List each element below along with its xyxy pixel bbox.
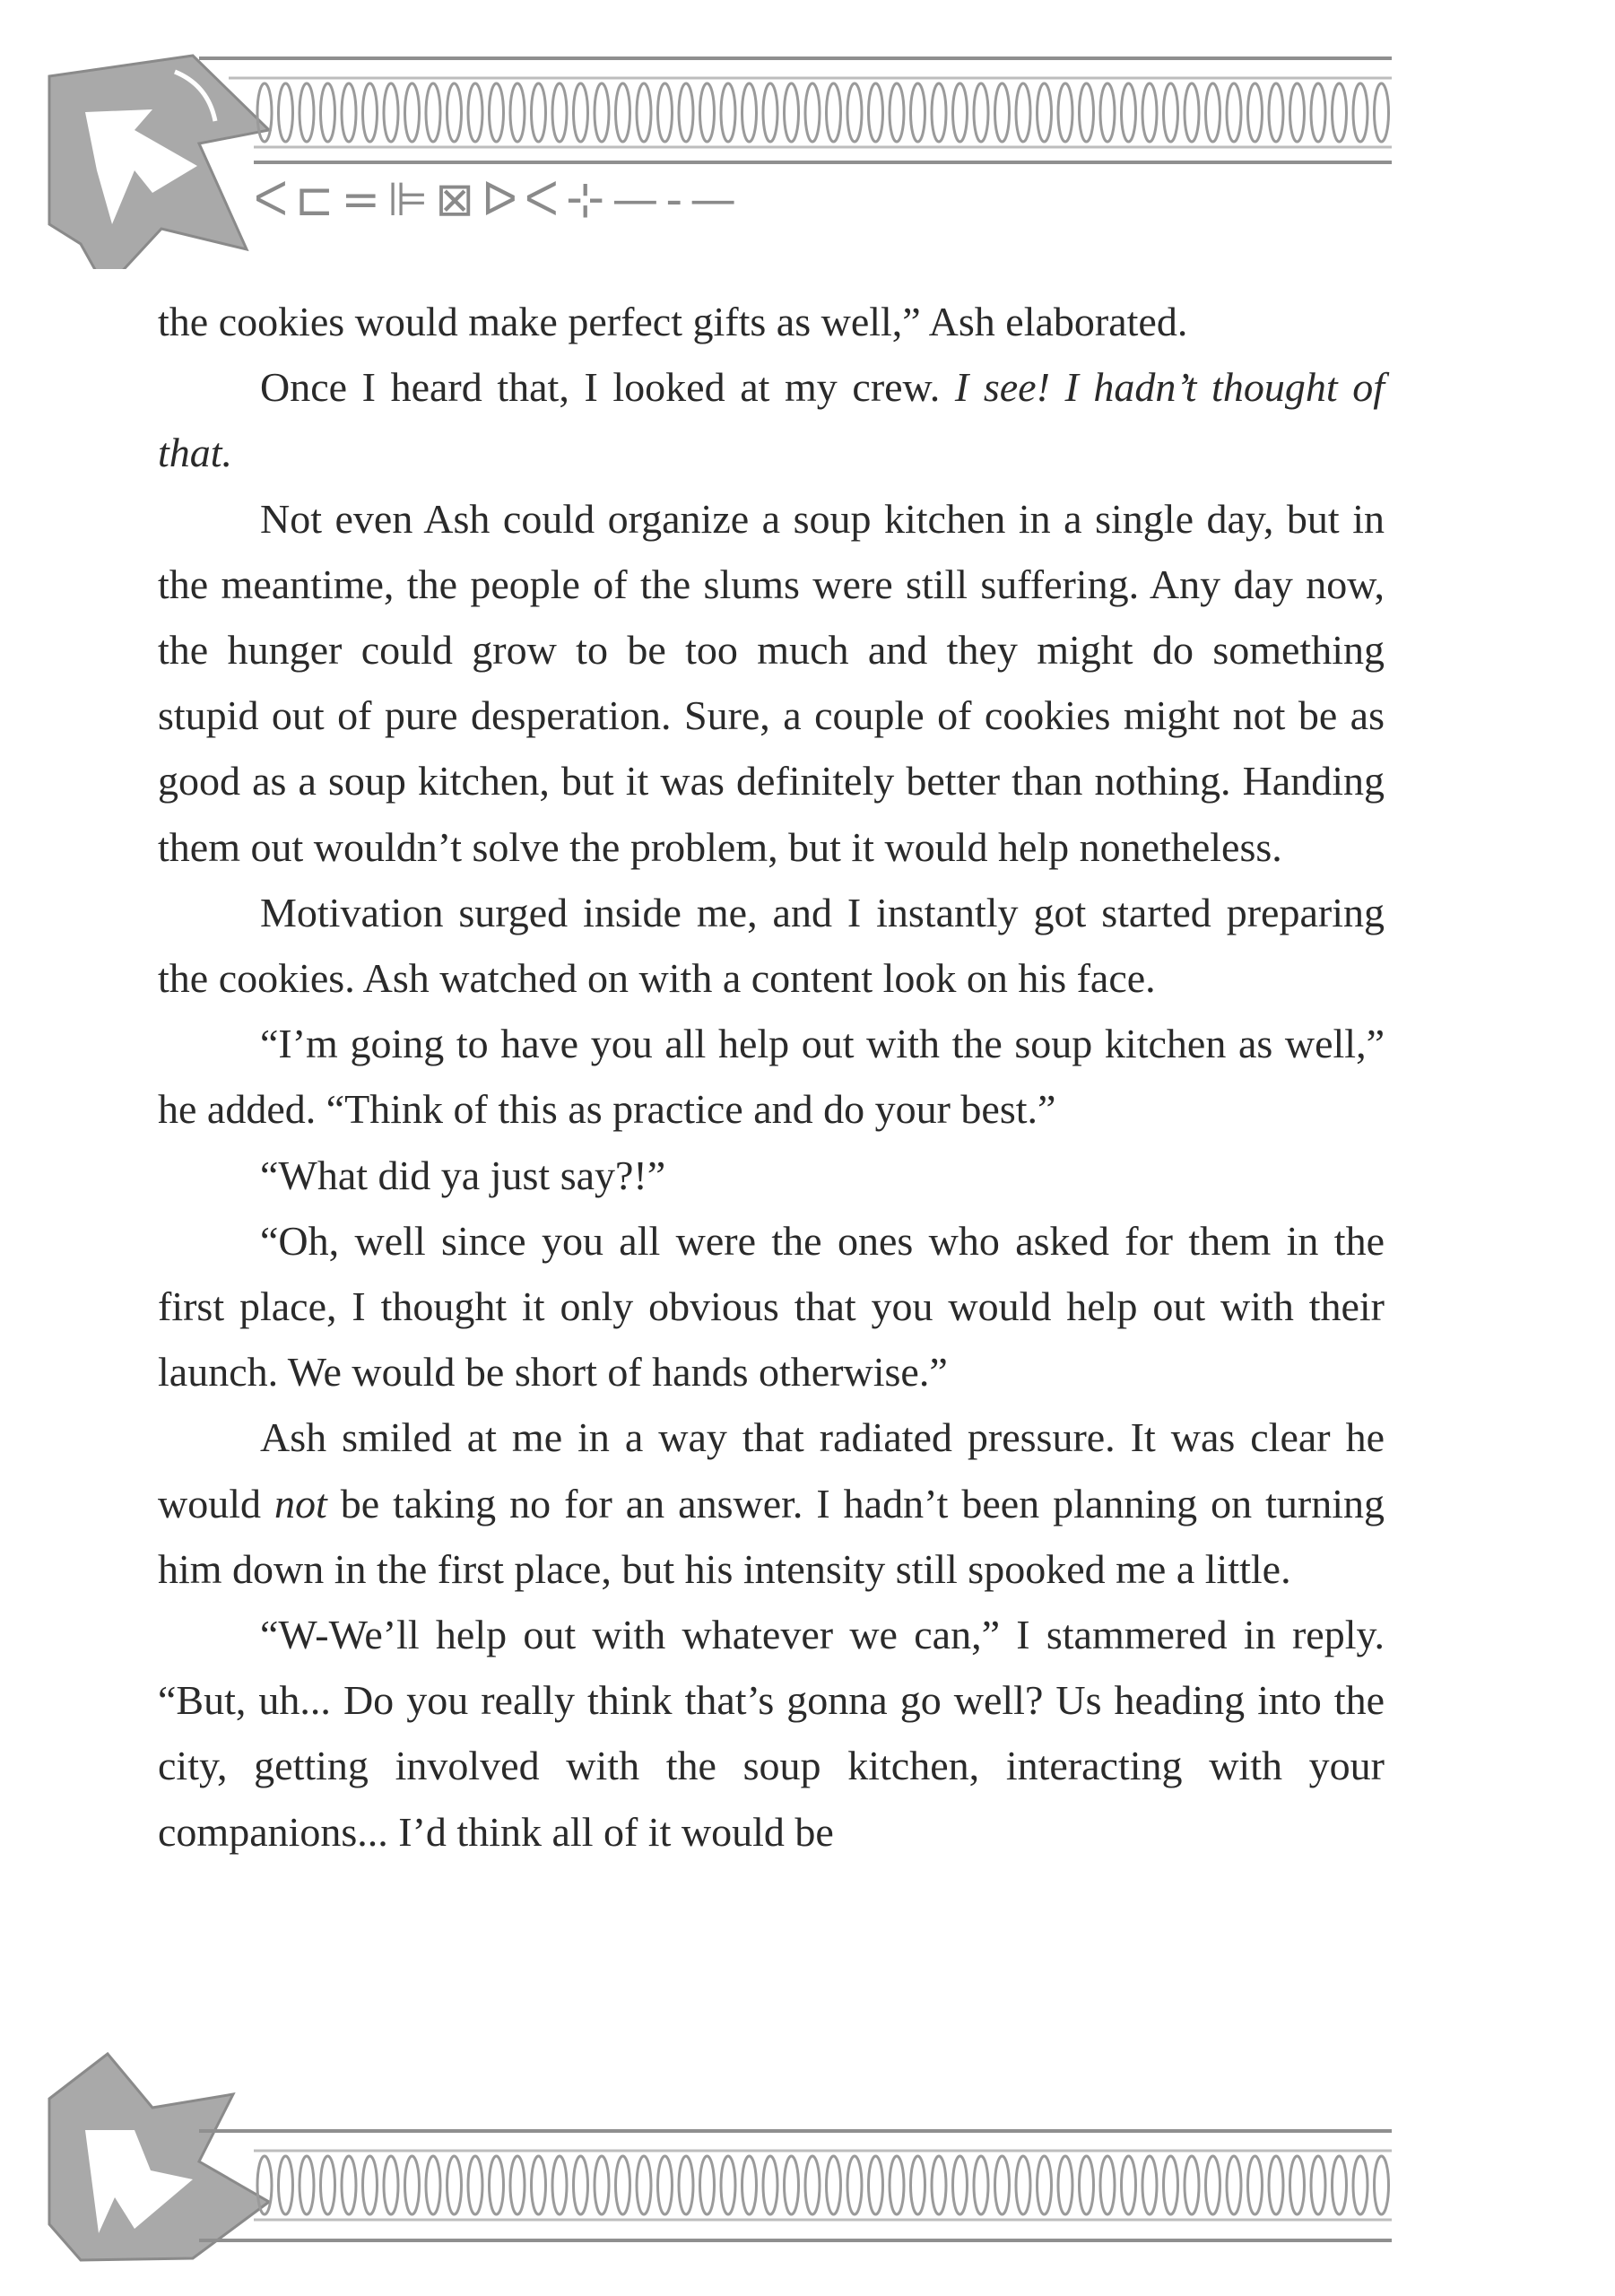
chain-link bbox=[595, 2156, 609, 2214]
chain-link bbox=[932, 83, 946, 142]
chain-link bbox=[911, 2156, 925, 2214]
chain-link bbox=[1353, 2156, 1368, 2214]
chain-link bbox=[1206, 83, 1220, 142]
chain-link bbox=[447, 83, 462, 142]
chain-link bbox=[847, 2156, 862, 2214]
chain-link bbox=[363, 83, 378, 142]
chain-link bbox=[1058, 2156, 1072, 2214]
chain-link bbox=[995, 83, 1010, 142]
chain-link bbox=[890, 2156, 904, 2214]
chain-link bbox=[1016, 2156, 1030, 2214]
chain-link bbox=[363, 2156, 378, 2214]
chain-link bbox=[763, 83, 777, 142]
chain-link bbox=[785, 83, 799, 142]
header-border bbox=[199, 58, 1392, 162]
paragraph bbox=[158, 354, 1385, 485]
chain-link bbox=[257, 83, 272, 142]
text-run: be taking no for an answer. I hadn’t been planning on turning him down in the first place, but his intensity still spooked me a little. bbox=[158, 1480, 1385, 1592]
chain-link bbox=[1206, 2156, 1220, 2214]
chain-link bbox=[700, 83, 715, 142]
chain-link bbox=[490, 2156, 504, 2214]
chain-link bbox=[1164, 2156, 1178, 2214]
chain-link bbox=[510, 2156, 525, 2214]
chain-link bbox=[1375, 83, 1389, 142]
chain-link bbox=[1185, 83, 1199, 142]
chain-link bbox=[1080, 2156, 1094, 2214]
chain-link bbox=[468, 2156, 482, 2214]
chain-link bbox=[742, 83, 757, 142]
chain-link bbox=[995, 2156, 1010, 2214]
chain-link bbox=[342, 83, 356, 142]
paragraph bbox=[158, 486, 1385, 880]
chain-band bbox=[257, 2156, 1389, 2214]
chain-band bbox=[257, 83, 1389, 142]
text-run: Not even Ash could organize a soup kitchen in a single day, but in the meantime, the people of the slums were still suffering. Any day now, the hunger could grow to be too much and they might do something stupid out of pure desperation. Sure, a couple of cookies might not be as good as a soup kitchen, but it was definitely better than nothing. Handing them out wouldn’t solve the problem, but it would help nonetheless. bbox=[158, 495, 1385, 870]
chain-link bbox=[1164, 83, 1178, 142]
chain-link bbox=[532, 83, 546, 142]
chain-link bbox=[574, 83, 588, 142]
chain-link bbox=[1142, 83, 1157, 142]
chain-link bbox=[595, 83, 609, 142]
chain-link bbox=[974, 83, 988, 142]
chain-link bbox=[384, 2156, 398, 2214]
text-run: “W-We’ll help out with whatever we can,” I stammered in reply. “But, uh... Do you really think that’s gonna go well? Us heading into the city, getting involved with the soup kitchen, interacting with your companions... I’d think all of it would be bbox=[158, 1612, 1385, 1855]
text-run: “I’m going to have you all help out with the soup kitchen as well,” he added. “Think of this as practice and do your best.” bbox=[158, 1021, 1385, 1133]
paragraph bbox=[158, 1011, 1385, 1142]
chain-link bbox=[552, 83, 567, 142]
chain-link bbox=[1016, 83, 1030, 142]
chain-link bbox=[1080, 83, 1094, 142]
chain-link bbox=[490, 83, 504, 142]
header-ornament bbox=[0, 36, 1615, 269]
chain-link bbox=[1100, 83, 1115, 142]
text-run: “What did ya just say?!” bbox=[260, 1152, 666, 1198]
text-run: Once I heard that, I looked at my crew. bbox=[260, 364, 955, 411]
body-text bbox=[158, 289, 1385, 1865]
chain-link bbox=[637, 2156, 651, 2214]
chain-link bbox=[805, 83, 820, 142]
chain-link bbox=[1269, 2156, 1283, 2214]
header-runes: ᐸ⊏=⊫⊠ᐅᐸ⊹—-— bbox=[254, 173, 744, 227]
paragraph bbox=[158, 1405, 1385, 1602]
chain-link bbox=[1038, 83, 1052, 142]
chain-link bbox=[911, 83, 925, 142]
chain-link bbox=[869, 2156, 883, 2214]
chain-link bbox=[805, 2156, 820, 2214]
paragraph bbox=[158, 289, 1385, 354]
chain-link bbox=[1290, 83, 1305, 142]
chain-link bbox=[700, 2156, 715, 2214]
chain-link bbox=[1100, 2156, 1115, 2214]
chain-link bbox=[1248, 83, 1263, 142]
chain-link bbox=[679, 2156, 693, 2214]
chain-link bbox=[763, 2156, 777, 2214]
chain-link bbox=[279, 83, 293, 142]
chain-link bbox=[932, 2156, 946, 2214]
chain-link bbox=[721, 83, 735, 142]
chain-link bbox=[405, 2156, 420, 2214]
chain-link bbox=[1058, 83, 1072, 142]
chain-link bbox=[1038, 2156, 1052, 2214]
chain-link bbox=[1311, 83, 1325, 142]
chain-link bbox=[300, 2156, 314, 2214]
footer-border bbox=[199, 2131, 1392, 2240]
chain-link bbox=[847, 83, 862, 142]
chain-link bbox=[679, 83, 693, 142]
chain-link bbox=[1227, 83, 1241, 142]
chain-link bbox=[1185, 2156, 1199, 2214]
footer-ornament bbox=[0, 2045, 1615, 2278]
chain-link bbox=[426, 2156, 440, 2214]
chain-link bbox=[300, 83, 314, 142]
chain-link bbox=[1290, 2156, 1305, 2214]
paragraph bbox=[158, 1143, 1385, 1208]
chain-link bbox=[890, 83, 904, 142]
chain-link bbox=[827, 2156, 841, 2214]
chain-link bbox=[721, 2156, 735, 2214]
chain-link bbox=[1353, 83, 1368, 142]
chain-link bbox=[953, 2156, 968, 2214]
chain-link bbox=[321, 83, 335, 142]
chain-link bbox=[953, 83, 968, 142]
chain-link bbox=[552, 2156, 567, 2214]
chain-link bbox=[637, 83, 651, 142]
chain-link bbox=[1142, 2156, 1157, 2214]
chain-link bbox=[1227, 2156, 1241, 2214]
chain-link bbox=[1333, 2156, 1347, 2214]
chain-link bbox=[1311, 2156, 1325, 2214]
text-run: Ash smiled at me in a way that radiated pressure. It was clear he would bbox=[158, 1414, 1385, 1526]
corner-emblem-top bbox=[49, 56, 269, 269]
paragraph bbox=[158, 1208, 1385, 1405]
chain-link bbox=[574, 2156, 588, 2214]
chain-link bbox=[447, 2156, 462, 2214]
chain-link bbox=[1248, 2156, 1263, 2214]
chain-link bbox=[1122, 83, 1136, 142]
italic-run: I see! I hadn’t thought of that. bbox=[158, 364, 1385, 476]
chain-link bbox=[658, 83, 673, 142]
chain-link bbox=[658, 2156, 673, 2214]
text-run: “Oh, well since you all were the ones who asked for them in the first place, I thought it only obvious that you would help out with their launch. We would be short of hands otherwise.” bbox=[158, 1217, 1385, 1396]
chain-link bbox=[342, 2156, 356, 2214]
paragraph bbox=[158, 1602, 1385, 1865]
chain-link bbox=[468, 83, 482, 142]
chain-link bbox=[279, 2156, 293, 2214]
chain-link bbox=[616, 2156, 630, 2214]
chain-link bbox=[1122, 2156, 1136, 2214]
chain-link bbox=[742, 2156, 757, 2214]
chain-link bbox=[426, 83, 440, 142]
chain-link bbox=[827, 83, 841, 142]
chain-link bbox=[405, 83, 420, 142]
chain-link bbox=[510, 83, 525, 142]
italic-run: not bbox=[274, 1480, 327, 1526]
chain-link bbox=[321, 2156, 335, 2214]
chain-link bbox=[1333, 83, 1347, 142]
paragraph bbox=[158, 880, 1385, 1011]
chain-link bbox=[1269, 83, 1283, 142]
chain-link bbox=[785, 2156, 799, 2214]
text-run: Motivation surged inside me, and I instantly got started preparing the cookies. Ash watched on with a content look on his face. bbox=[158, 889, 1385, 1002]
chain-link bbox=[532, 2156, 546, 2214]
chain-link bbox=[616, 83, 630, 142]
text-run: the cookies would make perfect gifts as well,” Ash elaborated. bbox=[158, 299, 1188, 344]
chain-link bbox=[869, 83, 883, 142]
chain-link bbox=[1375, 2156, 1389, 2214]
chain-link bbox=[384, 83, 398, 142]
chain-link bbox=[974, 2156, 988, 2214]
corner-emblem-bottom bbox=[49, 2054, 269, 2260]
